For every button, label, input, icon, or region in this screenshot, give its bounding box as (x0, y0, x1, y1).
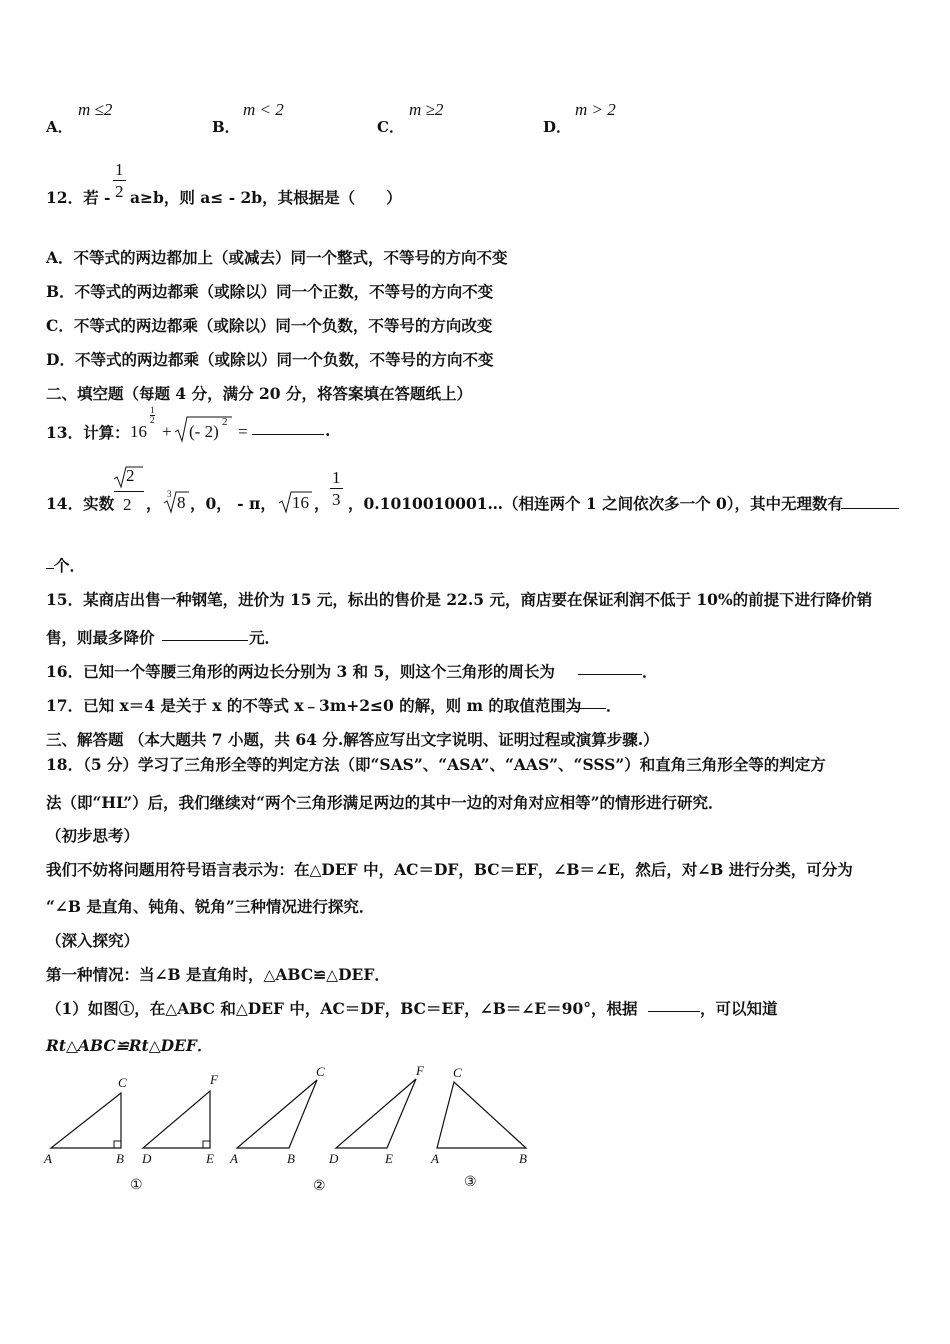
q17-answer-blank[interactable] (566, 694, 606, 709)
q18-part1-a: （1）如图①，在△ABC 和△DEF 中，AC＝DF，BC＝EF，∠B＝∠E＝90°，根据 (46, 999, 638, 1018)
fig2-label-b: B (287, 1151, 295, 1166)
option-d-expr: m > 2 (575, 100, 616, 119)
option-c-expr: m ≥2 (409, 100, 444, 119)
section-2-heading: 二、填空题（每题 4 分，满分 20 分，将答案填在答题纸上） (46, 384, 472, 403)
q14-answer-blank-1[interactable] (841, 494, 899, 509)
q18-deep-title: （深入探究） (46, 931, 140, 950)
fig1-label-c: C (118, 1075, 127, 1090)
q12-option-c: C．不等式的两边都乘（或除以）同一个负数，不等号的方向改变 (46, 316, 493, 335)
option-b-expr: m < 2 (243, 100, 284, 119)
fig2-label-e: E (385, 1151, 393, 1166)
q15-line2-end: 元． (249, 628, 281, 647)
q13-prefix: 13．计算： (46, 423, 130, 442)
fig3-label-a: A (431, 1151, 439, 1166)
q14-cbrt-index: 3 (167, 489, 172, 499)
q12-text: a≥b，则 a≤ - 2b，其根据是（ ） (130, 188, 402, 207)
q14-cbrt-value: 8 (177, 493, 186, 512)
q13-exponent (150, 406, 155, 425)
fig3-label-b: B (519, 1151, 527, 1166)
option-d-label: D． (543, 118, 572, 136)
q13-base: 16 (130, 422, 147, 441)
q14-sqrt2-den: 2 (123, 495, 132, 514)
figure-3-triangle-abc (437, 1082, 526, 1148)
option-b-label: B． (212, 118, 240, 136)
q13-radicand: (- 2) (189, 422, 219, 441)
q12-option-b: B．不等式的两边都乘（或除以）同一个正数，不等号的方向不变 (46, 282, 494, 301)
q12-number: 12．若 - (46, 188, 111, 207)
fig1-label-d: D (142, 1151, 152, 1166)
q18-think-title: （初步思考） (46, 826, 140, 845)
q13-equals: = (238, 422, 248, 441)
fig2-label-d: D (329, 1151, 339, 1166)
figure-2-triangle-def (336, 1079, 416, 1148)
figure-caption-3: ③ (464, 1175, 477, 1190)
fig1-label-b: B (116, 1151, 124, 1166)
q12-frac-num: 1 (115, 160, 124, 179)
figure-1-triangle-def (143, 1091, 210, 1148)
figure-2-triangle-abc (237, 1080, 317, 1148)
q14-plain-values: ，0， - π， (190, 494, 276, 513)
q13-radicand-exp: 2 (222, 416, 228, 428)
q14-prefix: 14．实数 (46, 494, 115, 513)
q15-line2-start: 售，则最多降价 (46, 628, 155, 647)
q12-option-a: A．不等式的两边都加上（或减去）同一个整式，不等号的方向不变 (46, 248, 508, 267)
fig3-label-c: C (453, 1065, 462, 1080)
q16-end: ． (642, 662, 658, 681)
q14-text: ，0.1010010001…（相连两个 1 之间依次多一个 0），其中无理数有 (348, 494, 844, 513)
q17-text: 17．已知 x＝4 是关于 x 的不等式 x﹣3m+2≤0 的解，则 m 的取值范围为 (46, 696, 582, 715)
q14-comma-2: ， (314, 494, 330, 513)
option-a-expr: m ≤2 (78, 100, 113, 119)
fig2-label-a: A (230, 1151, 238, 1166)
q18-case1: 第一种情况：当∠B 是直角时，△ABC≌△DEF． (46, 965, 390, 984)
q14-frac-num: 1 (332, 468, 341, 487)
q16-answer-blank[interactable] (578, 660, 642, 675)
q18-think-line2: “∠B 是直角、钝角、锐角”三种情况进行探究． (46, 897, 375, 916)
q12-option-d: D．不等式的两边都乘（或除以）同一个负数，不等号的方向不变 (46, 350, 494, 369)
q12-frac-den: 2 (115, 182, 124, 201)
q14-line2: 个． (54, 556, 86, 575)
q14-fraction (330, 468, 343, 511)
q13-exp-num: 1 (150, 405, 155, 415)
fig1-label-e: E (206, 1151, 214, 1166)
q14-comma-1: ， (146, 494, 162, 513)
figure-caption-2: ② (313, 1179, 326, 1194)
q15-answer-blank[interactable] (162, 626, 248, 641)
q18-part1-b: ，可以知道 (700, 999, 778, 1018)
option-c-label: C． (377, 118, 404, 136)
q14-sqrt16-value: 16 (292, 493, 309, 512)
fig1-label-a: A (44, 1151, 52, 1166)
figure-caption-1: ① (130, 1178, 143, 1193)
q14-sqrt2-value: 2 (126, 466, 135, 485)
fig2-label-c: C (316, 1064, 325, 1079)
q13-exp-den: 2 (150, 415, 155, 425)
q18-line2: 法（即“HL”）后，我们继续对“两个三角形满足两边的其中一边的对角对应相等”的情形进行研究． (46, 793, 724, 812)
q13-answer-blank[interactable] (252, 420, 324, 435)
q15-line1: 15．某商店出售一种钢笔，进价为 15 元，标出的售价是 22.5 元，商店要在保证利润不低于 10%的前提下进行降价销 (46, 590, 873, 609)
q18-part1-c: Rt△ABC≌Rt△DEF． (46, 1036, 213, 1055)
q18-answer-blank[interactable] (648, 997, 700, 1012)
q14-answer-blank-2[interactable] (46, 554, 54, 569)
q12-fraction (113, 160, 126, 203)
q18-think-line1: 我们不妨将问题用符号语言表示为：在△DEF 中，AC＝DF，BC＝EF，∠B＝∠E，然后，对∠B 进行分类，可分为 (46, 860, 853, 879)
q17-end: ． (606, 696, 622, 715)
fig2-label-f: F (416, 1063, 424, 1078)
option-a-label: A． (46, 118, 73, 136)
section-3-heading: 三、解答题 （本大题共 7 小题，共 64 分.解答应写出文字说明、证明过程或演算步骤.） (46, 730, 659, 749)
q14-frac-line-1 (114, 491, 144, 492)
q14-frac-den: 3 (332, 490, 341, 509)
q18-line1: 18．（5 分）学习了三角形全等的判定方法（即“SAS”、“ASA”、“AAS”、“SSS”）和直角三角形全等的判定方 (46, 755, 826, 774)
triangle-figures (40, 1062, 540, 1202)
q16-text: 16．已知一个等腰三角形的两边长分别为 3 和 5，则这个三角形的周长为 (46, 662, 555, 681)
figure-1-triangle-abc (51, 1093, 121, 1148)
q13-plus: + (162, 422, 172, 441)
q13-end: . (325, 421, 331, 440)
fig1-label-f: F (210, 1072, 218, 1087)
